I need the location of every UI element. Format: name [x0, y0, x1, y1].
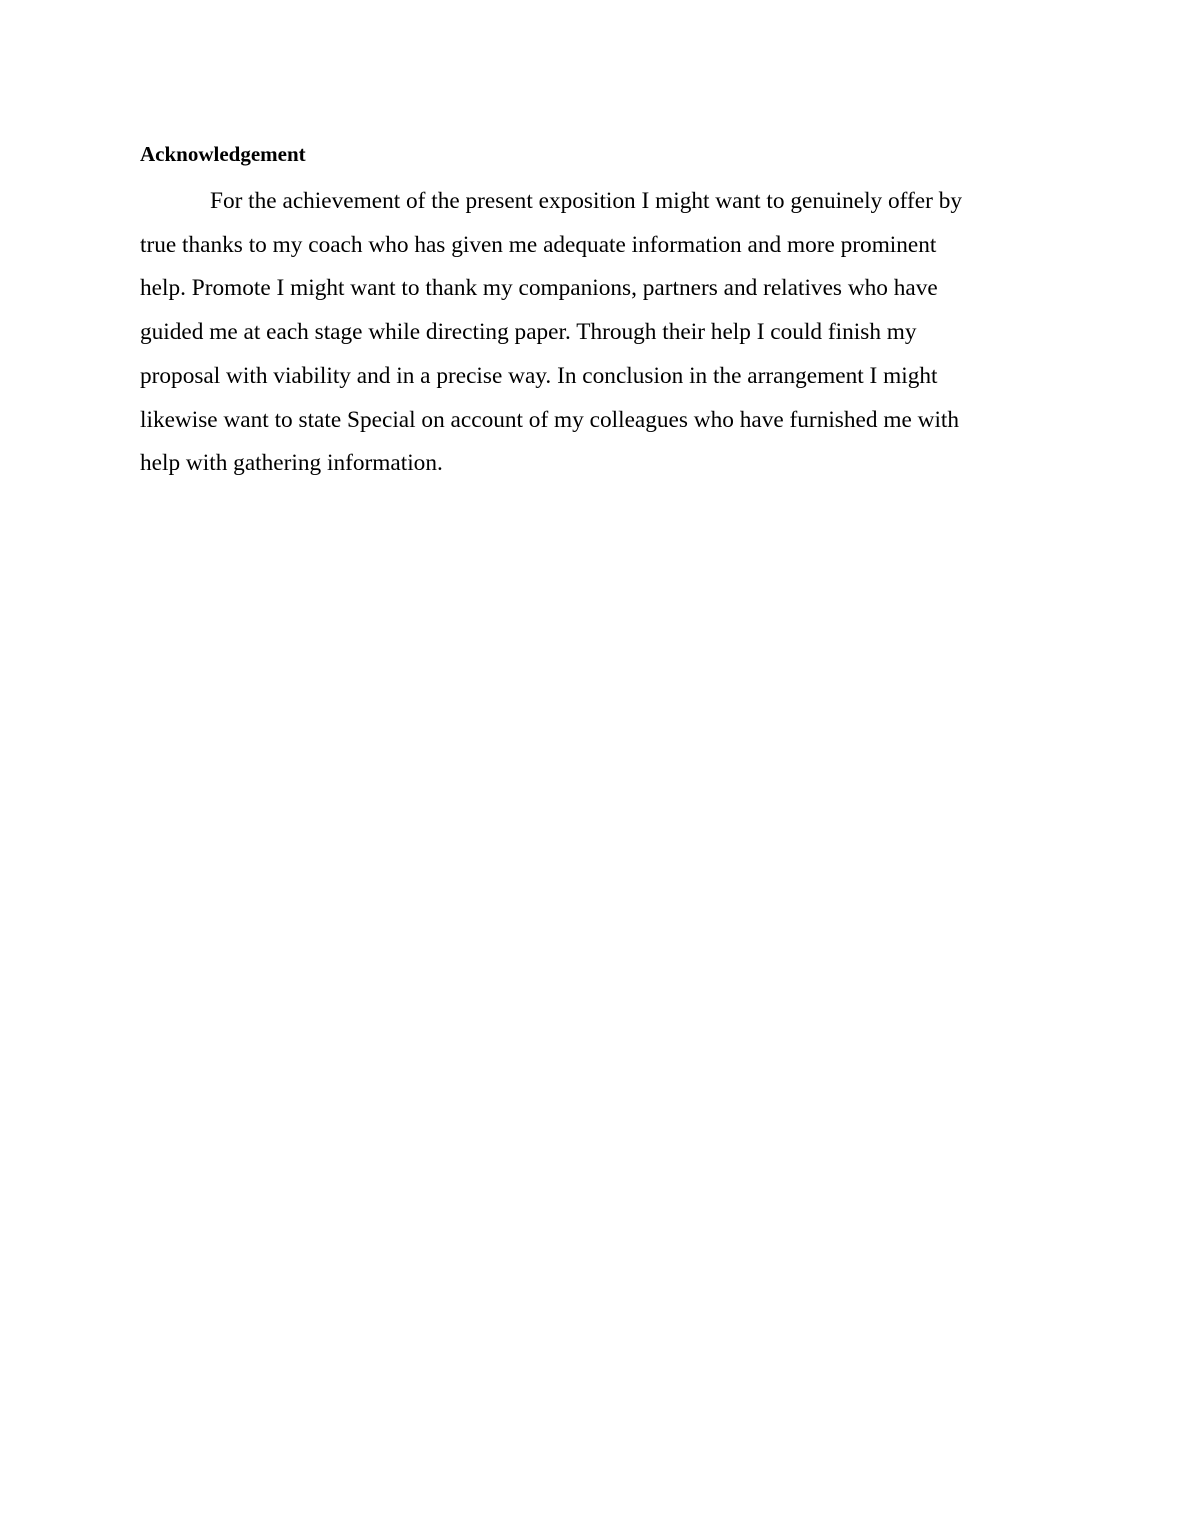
paragraph-line: For the achievement of the present exposition I might want to genuinely offer by	[210, 188, 962, 214]
paragraph-line: true thanks to my coach who has given me adequate information and more prominent	[140, 231, 937, 258]
paragraph-line: likewise want to state Special on account of my colleagues who have furnished me with	[140, 406, 960, 433]
acknowledgement-paragraph	[140, 180, 1040, 486]
paragraph-line: guided me at each stage while directing paper. Through their help I could finish my	[140, 319, 917, 346]
paragraph-line: help with gathering information.	[140, 450, 443, 477]
section-heading: Acknowledgement	[140, 142, 306, 166]
page-content	[140, 140, 1040, 486]
paragraph-line: proposal with viability and in a precise way. In conclusion in the arrangement I might	[140, 362, 938, 389]
paragraph-line: help. Promote I might want to thank my companions, partners and relatives who have	[140, 275, 938, 302]
